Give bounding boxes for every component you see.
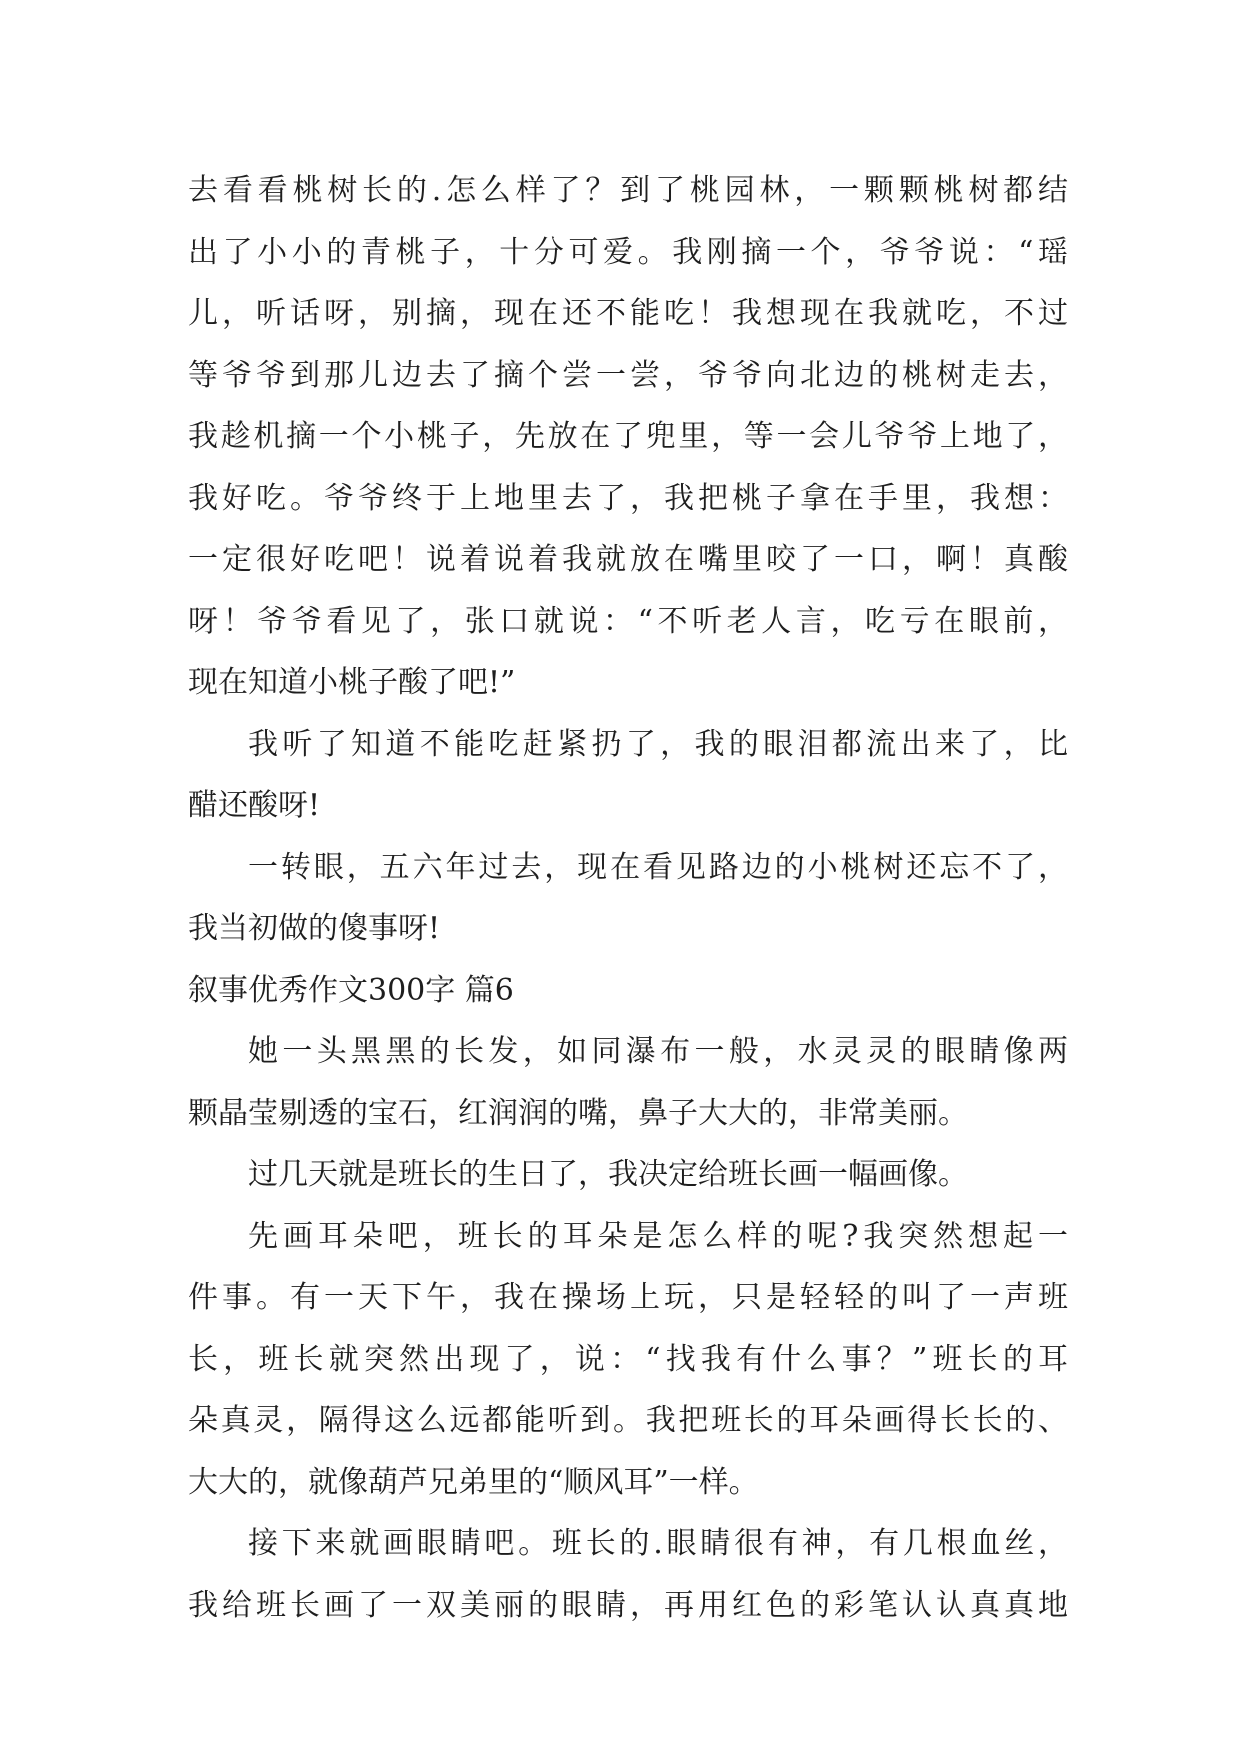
text-line: 我当初做的傻事呀! bbox=[188, 911, 441, 946]
text-line: 件事。有一天下午，我在操场上玩，只是轻轻的叫了一声班 bbox=[188, 1280, 1068, 1315]
text-line: 朵真灵，隔得这么远都能听到。我把班长的耳朵画得长长的、 bbox=[188, 1403, 1068, 1438]
text-line: 出了小小的青桃子，十分可爱。我刚摘一个，爷爷说：“瑶 bbox=[188, 234, 1068, 270]
text-line: 先画耳朵吧，班长的耳朵是怎么样的呢?我突然想起一 bbox=[248, 1218, 1068, 1254]
text-line: 过几天就是班长的生日了，我决定给班长画一幅画像。 bbox=[248, 1157, 968, 1192]
text-line: 接下来就画眼睛吧。班长的.眼睛很有神，有几根血丝， bbox=[248, 1526, 1068, 1561]
text-line: 去看看桃树长的.怎么样了？到了桃园林，一颗颗桃树都结 bbox=[188, 173, 1068, 208]
text-line: 长，班长就突然出现了，说：“找我有什么事？”班长的耳 bbox=[188, 1341, 1068, 1377]
text-line: 颗晶莹剔透的宝石，红润润的嘴，鼻子大大的，非常美丽。 bbox=[188, 1095, 968, 1131]
text-line: 醋还酸呀! bbox=[188, 788, 321, 823]
text-line: 我趁机摘一个小桃子，先放在了兜里，等一会儿爷爷上地了， bbox=[188, 419, 1068, 454]
text-line: 我听了知道不能吃赶紧扔了，我的眼泪都流出来了，比 bbox=[248, 726, 1068, 762]
text-line: 我给班长画了一双美丽的眼睛，再用红色的彩笔认认真真地 bbox=[188, 1587, 1068, 1623]
text-line: 儿，听话呀，别摘，现在还不能吃！我想现在我就吃，不过 bbox=[188, 296, 1068, 331]
text-line: 一定很好吃吧！说着说着我就放在嘴里咬了一口，啊！真酸 bbox=[188, 542, 1068, 577]
text-line: 等爷爷到那儿边去了摘个尝一尝，爷爷向北边的桃树走去， bbox=[188, 357, 1068, 393]
text-line: 现在知道小桃子酸了吧!” bbox=[188, 665, 516, 700]
text-line: 一转眼，五六年过去，现在看见路边的小桃树还忘不了， bbox=[248, 849, 1068, 885]
text-line: 我好吃。爷爷终于上地里去了，我把桃子拿在手里，我想： bbox=[188, 480, 1068, 516]
text-line: 大大的，就像葫芦兄弟里的“顺风耳”一样。 bbox=[188, 1464, 759, 1500]
article-body bbox=[188, 160, 1068, 1636]
text-line: 她一头黑黑的长发，如同瀑布一般，水灵灵的眼睛像两 bbox=[248, 1034, 1068, 1069]
section-heading: 叙事优秀作文300字 篇6 bbox=[188, 972, 514, 1008]
text-line: 呀！爷爷看见了，张口就说：“不听老人言，吃亏在眼前， bbox=[188, 603, 1068, 639]
